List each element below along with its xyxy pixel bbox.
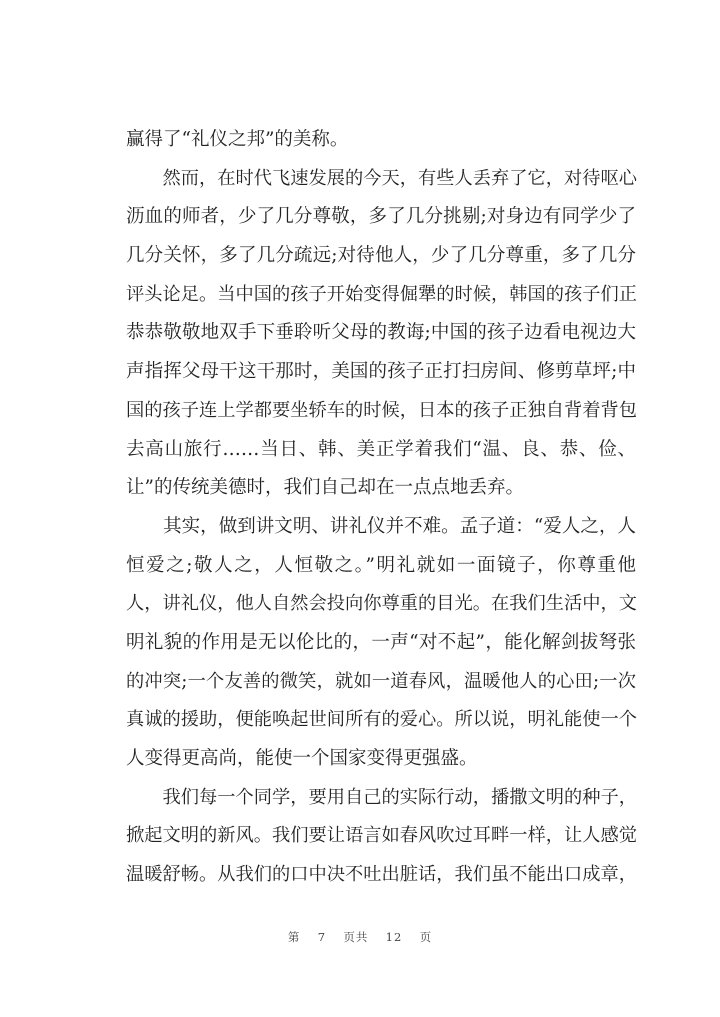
text-line: 然而，在时代飞速发展的今天，有些人丢弃了它，对待呕心 [126,167,637,189]
text-line: 恒爱之;敬人之，人恒敬之。”明礼就如一面镜子，你尊重他 [126,554,636,576]
text-line: 明礼貌的作用是无以伦比的，一声“对不起”，能化解剑拔弩张 [126,631,636,653]
page-footer [0,929,720,945]
text-line: 恭恭敬敬地双手下垂聆听父母的教诲;中国的孩子边看电视边大 [126,322,636,344]
text-line: 真诚的援助，便能唤起世间所有的爱心。所以说，明礼能使一个 [126,709,637,731]
text-line: 评头论足。当中国的孩子开始变得倔犟的时候，韩国的孩子们正 [126,283,637,305]
page-number-prefix: 第 [287,930,301,944]
text-line: 声指挥父母干这干那时，美国的孩子正打扫房间、修剪草坪;中 [126,361,636,383]
page-number-suffix: 页 [419,930,433,944]
text-line: 沥血的师者，少了几分尊敬，多了几分挑剔;对身边有同学少了 [126,206,636,228]
text-line: 让”的传统美德时，我们自己却在一点点地丢弃。 [126,477,524,499]
text-line: 其实，做到讲文明、讲礼仪并不难。孟子道：“爱人之，人 [126,515,636,537]
text-line: 的冲突;一个友善的微笑，就如一道春风，温暖他人的心田;一次 [126,670,636,692]
text-line: 掀起文明的新风。我们要让语言如春风吹过耳畔一样，让人感觉 [126,825,637,847]
text-line: 赢得了“礼仪之邦”的美称。 [126,129,349,150]
body-text [126,121,636,895]
text-line: 温暖舒畅。从我们的口中决不吐出脏话，我们虽不能出口成章， [126,864,637,886]
current-page-number: 7 [317,930,327,944]
text-line: 去高山旅行……当日、韩、美正学着我们“温、良、恭、俭、 [126,438,636,460]
text-line: 人，讲礼仪，他人自然会投向你尊重的目光。在我们生活中，文 [126,593,637,615]
page-number-middle: 页共 [343,930,369,944]
text-line: 几分关怀，多了几分疏远;对待他人，少了几分尊重，多了几分 [126,245,636,267]
text-line: 国的孩子连上学都要坐轿车的时候，日本的孩子正独自背着背包 [126,399,637,421]
text-line: 人变得更高尚，能使一个国家变得更强盛。 [126,748,478,769]
total-pages-number: 12 [385,930,403,944]
text-line: 我们每一个同学，要用自己的实际行动，播撒文明的种子， [126,786,637,808]
